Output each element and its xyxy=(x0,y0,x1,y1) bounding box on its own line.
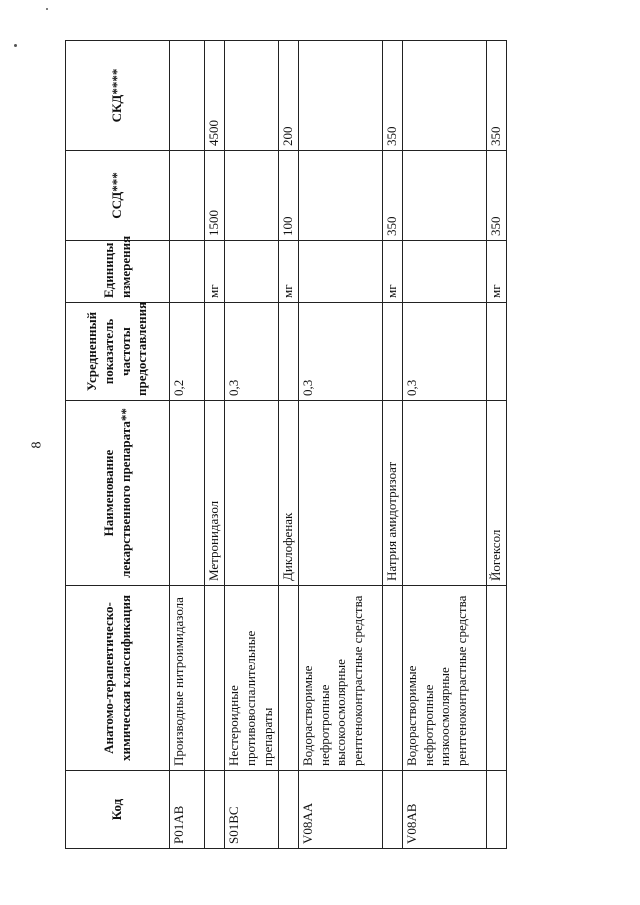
header-code: Код xyxy=(66,771,170,849)
header-ssd: ССД*** xyxy=(66,151,170,241)
code-cell xyxy=(205,771,225,849)
table-row xyxy=(298,41,382,849)
table-row xyxy=(486,41,506,849)
skd-cell xyxy=(298,41,382,151)
classification-cell: Водорастворимые нефротропные низкоосмолярные рентгеноконтрастные средства xyxy=(402,586,486,771)
classification-cell xyxy=(278,586,298,771)
drug-table xyxy=(65,40,507,849)
units-cell xyxy=(225,241,279,303)
classification-cell: Водорастворимые нефротропные высокоосмолярные рентгеноконтрастные средства xyxy=(298,586,382,771)
code-cell xyxy=(278,771,298,849)
header-name: Наименование лекарственного препарата** xyxy=(66,401,170,586)
classification-cell xyxy=(205,586,225,771)
units-cell xyxy=(402,241,486,303)
frequency-cell: 0,3 xyxy=(298,303,382,401)
frequency-cell xyxy=(205,303,225,401)
code-cell: V08AA xyxy=(298,771,382,849)
ssd-cell xyxy=(402,151,486,241)
header-frequency: Усредненный показатель частоты предоставления xyxy=(66,303,170,401)
ssd-cell: 350 xyxy=(382,151,402,241)
drug-name-cell: Йогексол xyxy=(486,401,506,586)
table-row xyxy=(170,41,205,849)
drug-name-cell: Метронидазол xyxy=(205,401,225,586)
frequency-cell xyxy=(486,303,506,401)
ssd-cell: 350 xyxy=(486,151,506,241)
header-units: Единицы измерения xyxy=(66,241,170,303)
drug-name-cell: Диклофенак xyxy=(278,401,298,586)
skd-cell xyxy=(170,41,205,151)
table-row xyxy=(402,41,486,849)
units-cell: мг xyxy=(486,241,506,303)
drug-name-cell xyxy=(225,401,279,586)
table-row xyxy=(225,41,279,849)
drug-name-cell xyxy=(170,401,205,586)
classification-cell: Нестероидные противовоспалительные препараты xyxy=(225,586,279,771)
classification-cell xyxy=(486,586,506,771)
frequency-cell xyxy=(278,303,298,401)
drug-name-cell xyxy=(298,401,382,586)
ssd-cell xyxy=(298,151,382,241)
table-row xyxy=(278,41,298,849)
classification-cell: Производные нитроимидазола xyxy=(170,586,205,771)
drug-name-cell: Натрия амидотризоат xyxy=(382,401,402,586)
ssd-cell xyxy=(170,151,205,241)
skd-cell: 4500 xyxy=(205,41,225,151)
units-cell: мг xyxy=(382,241,402,303)
table-row xyxy=(382,41,402,849)
scan-speck xyxy=(14,44,17,47)
code-cell: V08AB xyxy=(402,771,486,849)
code-cell xyxy=(486,771,506,849)
units-cell xyxy=(170,241,205,303)
code-cell: S01BC xyxy=(225,771,279,849)
skd-cell: 350 xyxy=(382,41,402,151)
code-cell xyxy=(382,771,402,849)
ssd-cell: 100 xyxy=(278,151,298,241)
header-row xyxy=(66,41,170,849)
page-number: 8 xyxy=(29,441,45,449)
frequency-cell: 0,2 xyxy=(170,303,205,401)
code-cell: P01AB xyxy=(170,771,205,849)
header-atc: Анатомо-терапевтическо-химическая классификация xyxy=(66,586,170,771)
table-row xyxy=(205,41,225,849)
units-cell xyxy=(298,241,382,303)
scan-speck xyxy=(46,8,48,10)
units-cell: мг xyxy=(278,241,298,303)
header-skd: СКД**** xyxy=(66,41,170,151)
ssd-cell xyxy=(225,151,279,241)
frequency-cell: 0,3 xyxy=(402,303,486,401)
ssd-cell: 1500 xyxy=(205,151,225,241)
classification-cell xyxy=(382,586,402,771)
units-cell: мг xyxy=(205,241,225,303)
skd-cell xyxy=(402,41,486,151)
drug-name-cell xyxy=(402,401,486,586)
skd-cell xyxy=(225,41,279,151)
rotated-table-container xyxy=(65,41,503,849)
frequency-cell: 0,3 xyxy=(225,303,279,401)
frequency-cell xyxy=(382,303,402,401)
skd-cell: 200 xyxy=(278,41,298,151)
skd-cell: 350 xyxy=(486,41,506,151)
